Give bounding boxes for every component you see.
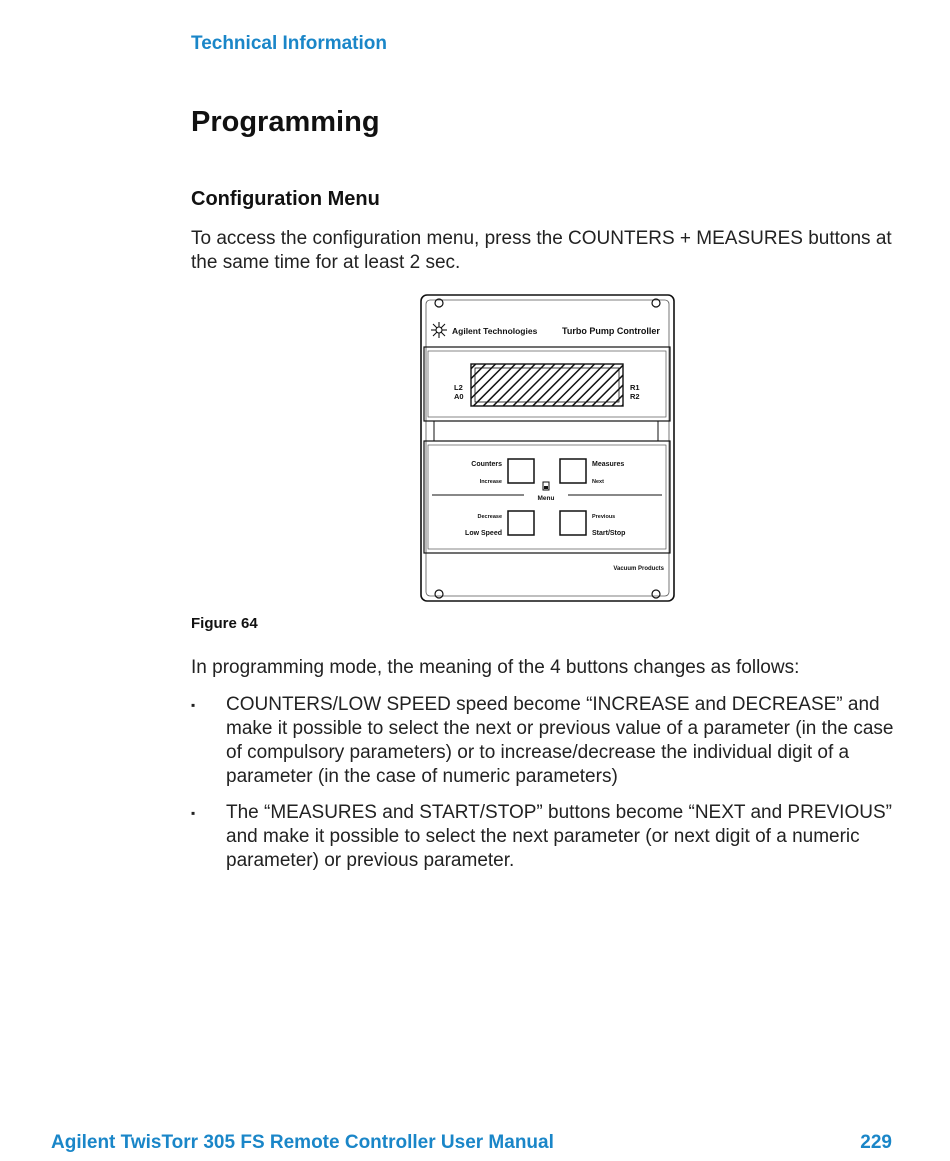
counters-button bbox=[508, 459, 534, 483]
button-meaning-list bbox=[191, 693, 901, 885]
intro-paragraph: To access the configuration menu, press the COUNTERS + MEASURES buttons at the same time for at least 2 sec. bbox=[191, 228, 892, 273]
section-subtitle: Configuration Menu bbox=[191, 188, 380, 210]
right-label-2: R2 bbox=[630, 392, 640, 401]
footer-manual-title: Agilent TwisTorr 305 FS Remote Controller User Manual bbox=[51, 1132, 554, 1153]
left-label-2: A0 bbox=[454, 392, 464, 401]
measures-label: Measures bbox=[592, 461, 625, 468]
brand-label: Agilent Technologies bbox=[452, 326, 538, 336]
page-title: Programming bbox=[191, 106, 380, 138]
agilent-logo-icon bbox=[431, 322, 447, 338]
low-speed-label: Low Speed bbox=[465, 530, 502, 537]
menu-label: Menu bbox=[537, 495, 555, 502]
list-item bbox=[191, 693, 901, 789]
increase-label: Increase bbox=[479, 479, 502, 485]
figure-caption: Figure 64 bbox=[191, 615, 258, 632]
start-stop-label: Start/Stop bbox=[592, 530, 626, 537]
previous-label: Previous bbox=[592, 514, 616, 520]
controller-figure bbox=[418, 292, 678, 604]
list-item-text: The “MEASURES and START/STOP” buttons become “NEXT and PREVIOUS” and make it possible to select the next parameter (or next digit of a numeric parameter) or previous parameter. bbox=[226, 802, 892, 871]
body-intro: In programming mode, the meaning of the 4 buttons changes as follows: bbox=[191, 657, 800, 678]
counters-label: Counters bbox=[471, 461, 502, 468]
left-label-1: L2 bbox=[454, 383, 463, 392]
right-label-1: R1 bbox=[630, 383, 640, 392]
start-stop-button bbox=[560, 511, 586, 535]
bullet-marker-icon: ▪ bbox=[191, 698, 196, 712]
measures-button bbox=[560, 459, 586, 483]
low-speed-button bbox=[508, 511, 534, 535]
controller-body bbox=[421, 295, 674, 601]
page-number: 229 bbox=[860, 1132, 892, 1153]
list-item-text: COUNTERS/LOW SPEED speed become “INCREASE and DECREASE” and make it possible to select the next or previous value of a parameter (in the case of compulsory parameters) or to increase/decrease the individual digit of a parameter (in the case of numeric parameters) bbox=[226, 694, 894, 787]
decrease-label: Decrease bbox=[477, 514, 502, 520]
vacuum-products-label: Vacuum Products bbox=[613, 566, 664, 572]
bullet-marker-icon: ▪ bbox=[191, 806, 196, 820]
next-label: Next bbox=[592, 479, 604, 485]
product-label: Turbo Pump Controller bbox=[562, 326, 660, 336]
list-item bbox=[191, 801, 901, 873]
lcd-screen bbox=[471, 364, 623, 406]
section-header: Technical Information bbox=[191, 33, 388, 54]
